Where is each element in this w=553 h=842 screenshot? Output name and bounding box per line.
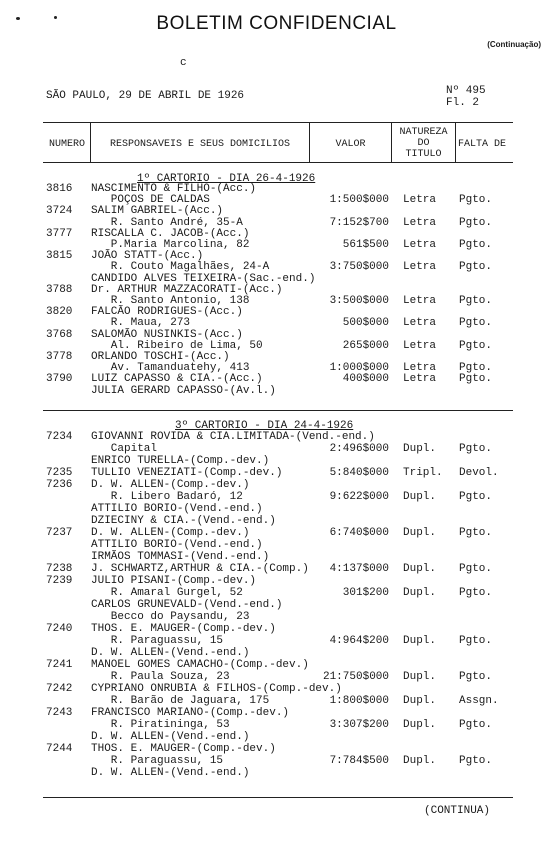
- bulletin-number: Nº 495: [446, 85, 486, 97]
- cell-responsaveis: R. Maua, 273: [91, 317, 191, 329]
- cell-responsaveis: CYPRIANO ONRUBIA & FILHOS-(Comp.-dev.): [91, 683, 342, 695]
- cell-responsaveis: CARLOS GRUNEVALD-(Vend.-end.): [91, 599, 283, 611]
- cell-responsaveis: JULIO PISANI-(Comp.-dev.): [91, 575, 257, 587]
- cell-numero: 7236: [46, 479, 73, 491]
- continua-label: (CONTINUA): [424, 805, 491, 817]
- cell-responsaveis: ORLANDO TOSCHI-(Acc.): [91, 351, 230, 363]
- cell-numero: 7242: [46, 683, 73, 695]
- cell-numero: 3816: [46, 183, 73, 195]
- cell-numero: 3778: [46, 351, 73, 363]
- cell-natureza: Tripl.: [403, 467, 443, 479]
- cell-falta: Pgto.: [459, 239, 493, 251]
- column-natureza: DO: [417, 138, 430, 149]
- cell-responsaveis: R. Paraguassu, 15: [91, 635, 224, 647]
- cell-falta: Pgto.: [459, 635, 493, 647]
- cell-falta: Devol.: [459, 467, 499, 479]
- place-date: SÃO PAULO, 29 DE ABRIL DE 1926: [46, 90, 245, 102]
- cell-natureza: Dupl.: [403, 587, 437, 599]
- cell-valor: 7:152$700: [329, 217, 389, 229]
- cell-responsaveis: J. SCHWARTZ,ARTHUR & CIA.-(Comp.): [91, 563, 309, 575]
- cell-numero: 7238: [46, 563, 73, 575]
- cell-responsaveis: THOS. E. MAUGER-(Comp.-dev.): [91, 623, 276, 635]
- cell-falta: Pgto.: [459, 443, 493, 455]
- cell-natureza: Letra: [403, 239, 437, 251]
- cell-responsaveis: R. Barão de Jaguara, 175: [91, 695, 270, 707]
- cell-responsaveis: R. Piratininga, 53: [91, 719, 230, 731]
- cell-responsaveis: R. Couto Magalhães, 24-A: [91, 261, 270, 273]
- cell-responsaveis: POÇOS DE CALDAS: [91, 194, 210, 206]
- cell-falta: Pgto.: [459, 587, 493, 599]
- cell-natureza: Dupl.: [403, 527, 437, 539]
- cell-numero: 7237: [46, 527, 73, 539]
- cell-valor: 7:784$500: [329, 755, 389, 767]
- cell-valor: 4:964$200: [329, 635, 389, 647]
- cell-natureza: Dupl.: [403, 755, 437, 767]
- cell-natureza: Letra: [403, 340, 437, 352]
- cell-valor: 3:307$200: [329, 719, 389, 731]
- cell-numero: 7241: [46, 659, 73, 671]
- cell-natureza: Dupl.: [403, 443, 437, 455]
- cell-falta: Pgto.: [459, 527, 493, 539]
- cell-natureza: Letra: [403, 194, 437, 206]
- cell-falta: Pgto.: [459, 362, 493, 374]
- cell-falta: Pgto.: [459, 295, 493, 307]
- cell-responsaveis: Becco do Paysandu, 23: [91, 611, 250, 623]
- cell-responsaveis: FRANCISCO MARIANO-(Comp.-dev.): [91, 707, 290, 719]
- cell-valor: 1:800$000: [329, 695, 389, 707]
- column-falta: FALTA DE: [458, 139, 507, 150]
- cell-responsaveis: P.Maria Marcolina, 82: [91, 239, 250, 251]
- cell-valor: 1:500$000: [329, 194, 389, 206]
- margin-speck: [54, 16, 57, 19]
- column-valor: VALOR: [335, 139, 366, 150]
- cell-natureza: Dupl.: [403, 719, 437, 731]
- cell-responsaveis: THOS. E. MAUGER-(Comp.-dev.): [91, 743, 276, 755]
- cell-falta: Pgto.: [459, 671, 493, 683]
- cell-responsaveis: D. W. ALLEN-(Comp.-dev.): [91, 479, 250, 491]
- cell-responsaveis: SALOMÃO NUSINKIS-(Acc.): [91, 329, 243, 341]
- cell-valor: 3:500$000: [329, 295, 389, 307]
- column-responsaveis: RESPONSAVEIS E SEUS DOMICILIOS: [109, 139, 291, 150]
- cell-valor: 3:750$000: [329, 261, 389, 273]
- cell-numero: 3815: [46, 250, 73, 262]
- cell-natureza: Letra: [403, 295, 437, 307]
- cell-responsaveis: R. Libero Badaró, 12: [91, 491, 243, 503]
- cell-responsaveis: GIOVANNI ROVIDA & CIA.LIMITADA-(Vend.-end.): [91, 431, 375, 443]
- cell-responsaveis: D. W. ALLEN-(Comp.-dev.): [91, 527, 250, 539]
- continuation-label: (Continuação): [487, 40, 541, 49]
- cell-falta: Pgto.: [459, 194, 493, 206]
- cell-numero: 7234: [46, 431, 73, 443]
- sheet-number: Fl. 2: [446, 97, 480, 109]
- cell-natureza: Letra: [403, 217, 437, 229]
- cell-numero: 3820: [46, 306, 73, 318]
- cell-natureza: Dupl.: [403, 671, 437, 683]
- margin-speck: [16, 17, 20, 20]
- cell-numero: 7240: [46, 623, 73, 635]
- cell-falta: Pgto.: [459, 491, 493, 503]
- cell-responsaveis: ATTILIO BORIO-(Vend.-end.): [91, 503, 263, 515]
- cell-responsaveis: ENRICO TURELLA-(Comp.-dev.): [91, 455, 270, 467]
- cell-falta: Pgto.: [459, 317, 493, 329]
- cell-responsaveis: JOÃO STATT-(Acc.): [91, 250, 204, 262]
- cell-natureza: Letra: [403, 362, 437, 374]
- cell-responsaveis: JULIA GERARD CAPASSO-(Av.l.): [91, 385, 276, 397]
- cell-falta: Pgto.: [459, 340, 493, 352]
- header-mark: c: [180, 57, 187, 69]
- cell-responsaveis: R. Paula Souza, 23: [91, 671, 230, 683]
- cell-valor: 400$000: [342, 373, 389, 385]
- cell-responsaveis: Av. Tamanduatehy, 413: [91, 362, 250, 374]
- cell-responsaveis: D. W. ALLEN-(Vend.-end.): [91, 731, 250, 743]
- cell-responsaveis: ATTILIO BORIO-(Vend.-end.): [91, 539, 263, 551]
- cell-valor: 21:750$000: [322, 671, 389, 683]
- cell-valor: 561$500: [342, 239, 389, 251]
- cell-responsaveis: RISCALLA C. JACOB-(Acc.): [91, 228, 250, 240]
- cell-falta: Pgto.: [459, 373, 493, 385]
- cell-falta: Pgto.: [459, 563, 493, 575]
- cell-responsaveis: FALCÃO RODRIGUES-(Acc.): [91, 306, 243, 318]
- cell-responsaveis: NASCIMENTO & FILHO-(Acc.): [91, 183, 257, 195]
- cell-responsaveis: MANOEL GOMES CAMACHO-(Comp.-dev.): [91, 659, 309, 671]
- cell-natureza: Dupl.: [403, 635, 437, 647]
- cell-valor: 4:137$000: [329, 563, 389, 575]
- cell-falta: Pgto.: [459, 755, 493, 767]
- cell-responsaveis: D. W. ALLEN-(Vend.-end.): [91, 767, 250, 779]
- cell-responsaveis: Capital: [91, 443, 158, 455]
- cell-numero: 3788: [46, 284, 73, 296]
- cell-responsaveis: R. Paraguassu, 15: [91, 755, 224, 767]
- cell-responsaveis: D. W. ALLEN-(Vend.-end.): [91, 647, 250, 659]
- column-natureza: TITULO: [405, 149, 442, 160]
- cell-responsaveis: CANDIDO ALVES TEIXEIRA-(Sac.-end.): [91, 273, 316, 285]
- cell-valor: 500$000: [342, 317, 389, 329]
- cell-responsaveis: Dr. ARTHUR MAZZACORATI-(Acc.): [91, 284, 283, 296]
- cell-numero: 7244: [46, 743, 73, 755]
- cell-responsaveis: R. Santo Antonio, 138: [91, 295, 250, 307]
- section-title: 1º CARTORIO - DIA 26-4-1926: [137, 173, 316, 185]
- cell-responsaveis: IRMÃOS TOMMASI-(Vend.-end.): [91, 551, 270, 563]
- cell-natureza: Letra: [403, 373, 437, 385]
- cell-responsaveis: R. Amaral Gurgel, 52: [91, 587, 243, 599]
- cell-falta: Pgto.: [459, 719, 493, 731]
- cell-responsaveis: SALIM GABRIEL-(Acc.): [91, 205, 224, 217]
- cell-valor: 9:622$000: [329, 491, 389, 503]
- cell-natureza: Dupl.: [403, 563, 437, 575]
- cell-natureza: Dupl.: [403, 695, 437, 707]
- cell-responsaveis: DZIECINY & CIA.-(Vend.-end.): [91, 515, 276, 527]
- cell-valor: 6:740$000: [329, 527, 389, 539]
- cell-valor: 265$000: [342, 340, 389, 352]
- cell-numero: 7243: [46, 707, 73, 719]
- cell-falta: Assgn.: [459, 695, 499, 707]
- cell-numero: 3790: [46, 373, 73, 385]
- cell-natureza: Letra: [403, 261, 437, 273]
- column-numero: NUMERO: [48, 139, 85, 150]
- cell-valor: 5:840$000: [329, 467, 389, 479]
- cell-numero: 7235: [46, 467, 73, 479]
- cell-responsaveis: LUIZ CAPASSO & CIA.-(Acc.): [91, 373, 263, 385]
- cell-valor: 2:496$000: [329, 443, 389, 455]
- cell-numero: 7239: [46, 575, 73, 587]
- cell-falta: Pgto.: [459, 217, 493, 229]
- cell-valor: 301$200: [342, 587, 389, 599]
- cell-natureza: Dupl.: [403, 491, 437, 503]
- cell-numero: 3768: [46, 329, 73, 341]
- cell-natureza: Letra: [403, 317, 437, 329]
- cell-responsaveis: TULLIO VENEZIATI-(Comp.-dev.): [91, 467, 283, 479]
- section-title: 3º CARTORIO - DIA 24-4-1926: [175, 420, 354, 432]
- bottom-rule: [43, 797, 513, 798]
- cell-numero: 3724: [46, 205, 73, 217]
- cell-valor: 1:000$000: [329, 362, 389, 374]
- cell-numero: 3777: [46, 228, 73, 240]
- cell-responsaveis: Al. Ribeiro de Lima, 50: [91, 340, 263, 352]
- cell-falta: Pgto.: [459, 261, 493, 273]
- section-divider: [43, 410, 513, 411]
- column-natureza: NATUREZA: [399, 127, 448, 138]
- document-title: BOLETIM CONFIDENCIAL: [156, 13, 397, 34]
- cell-responsaveis: R. Santo André, 35-A: [91, 217, 243, 229]
